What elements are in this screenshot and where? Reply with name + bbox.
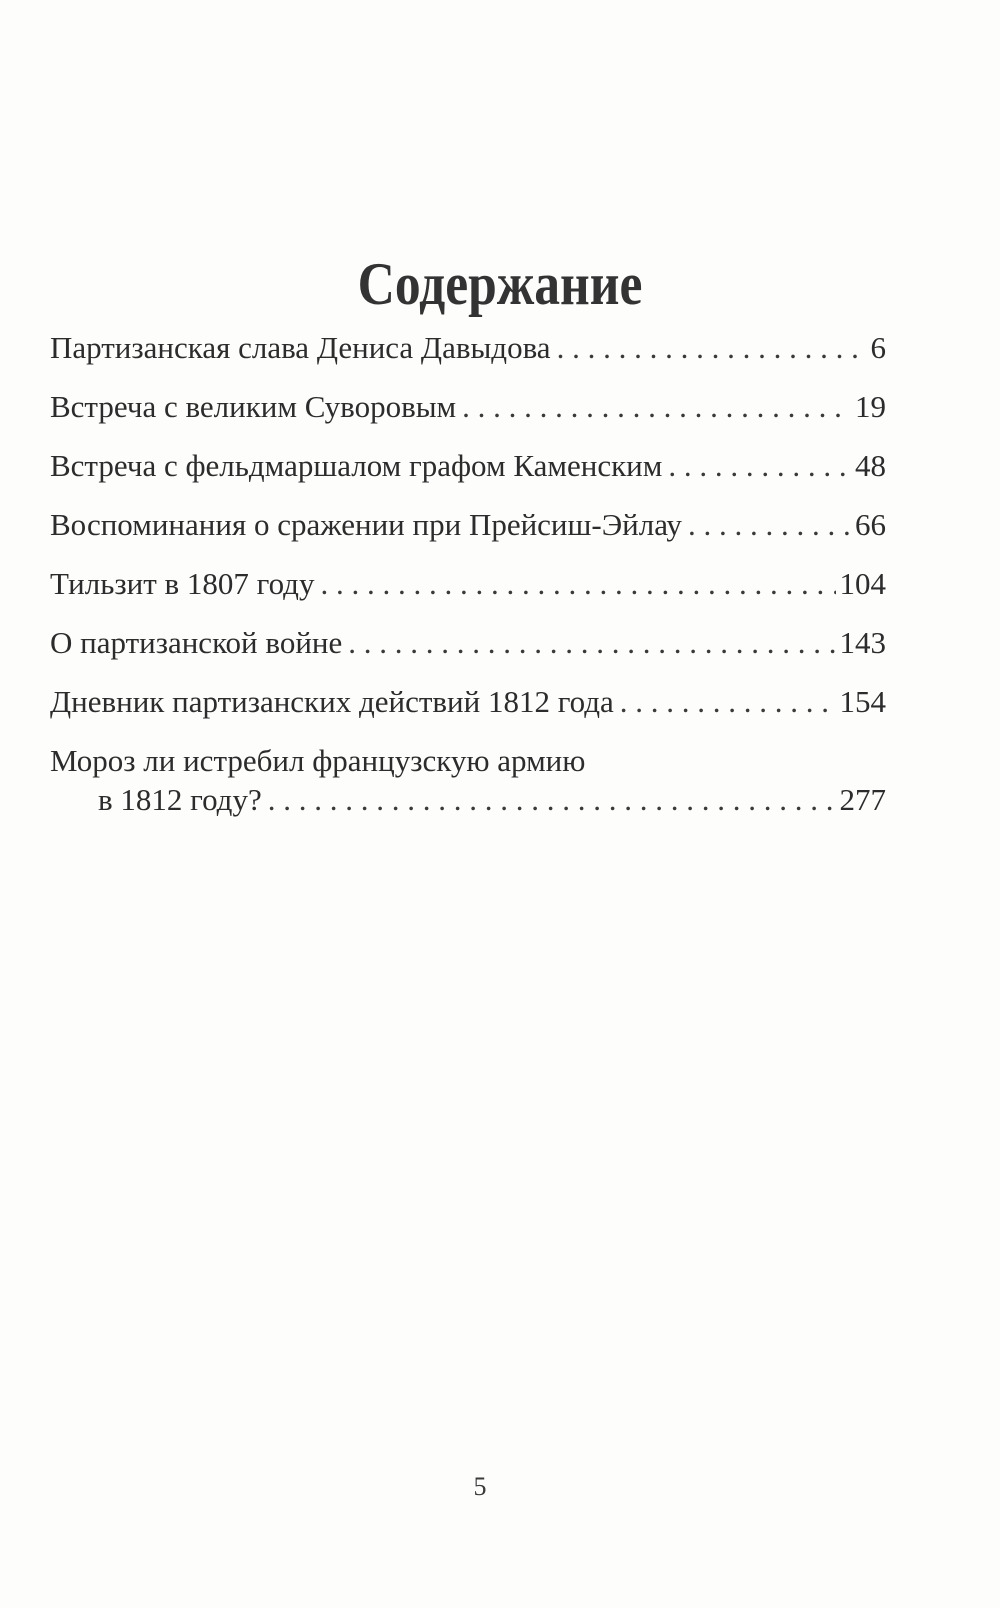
toc-entry-page: 48	[855, 448, 886, 483]
toc-entry	[50, 682, 886, 721]
toc-entry-page: 154	[839, 684, 886, 719]
dot-leader	[348, 623, 835, 662]
toc-entry-title-continuation: в 1812 году?	[98, 782, 262, 817]
dot-leader	[620, 682, 836, 721]
toc-entry-page: 6	[870, 330, 886, 365]
toc-entry	[50, 741, 886, 819]
toc-entry	[50, 446, 886, 485]
toc-entry	[50, 387, 886, 426]
table-of-contents	[50, 328, 886, 839]
toc-entry	[50, 505, 886, 544]
toc-entry-page: 104	[839, 566, 886, 601]
toc-entry	[50, 623, 886, 662]
dot-leader	[320, 564, 835, 603]
toc-entry-title: Мороз ли истребил французскую армию	[50, 743, 586, 778]
dot-leader	[462, 387, 851, 426]
page-number: 5	[473, 1472, 487, 1501]
toc-entry-page: 19	[855, 389, 886, 424]
toc-entry-title: Встреча с фельдмаршалом графом Каменским	[50, 448, 663, 483]
toc-entry	[50, 328, 886, 367]
dot-leader	[268, 780, 836, 819]
toc-entry-page: 66	[855, 507, 886, 542]
toc-entry-title: Тильзит в 1807 году	[50, 566, 315, 601]
toc-entry-title: О партизанской войне	[50, 625, 343, 660]
toc-entry-title: Встреча с великим Суворовым	[50, 389, 457, 424]
toc-entry-title: Дневник партизанских действий 1812 года	[50, 684, 614, 719]
dot-leader	[688, 505, 851, 544]
dot-leader	[557, 328, 867, 367]
page-title: Содержание	[357, 251, 643, 318]
toc-entry-title: Партизанская слава Дениса Давыдова	[50, 330, 551, 365]
dot-leader	[668, 446, 851, 485]
toc-entry-page: 277	[839, 782, 886, 817]
toc-entry-title: Воспоминания о сражении при Прейсиш-Эйлау	[50, 507, 682, 542]
toc-entry-page: 143	[839, 625, 886, 660]
toc-entry	[50, 564, 886, 603]
